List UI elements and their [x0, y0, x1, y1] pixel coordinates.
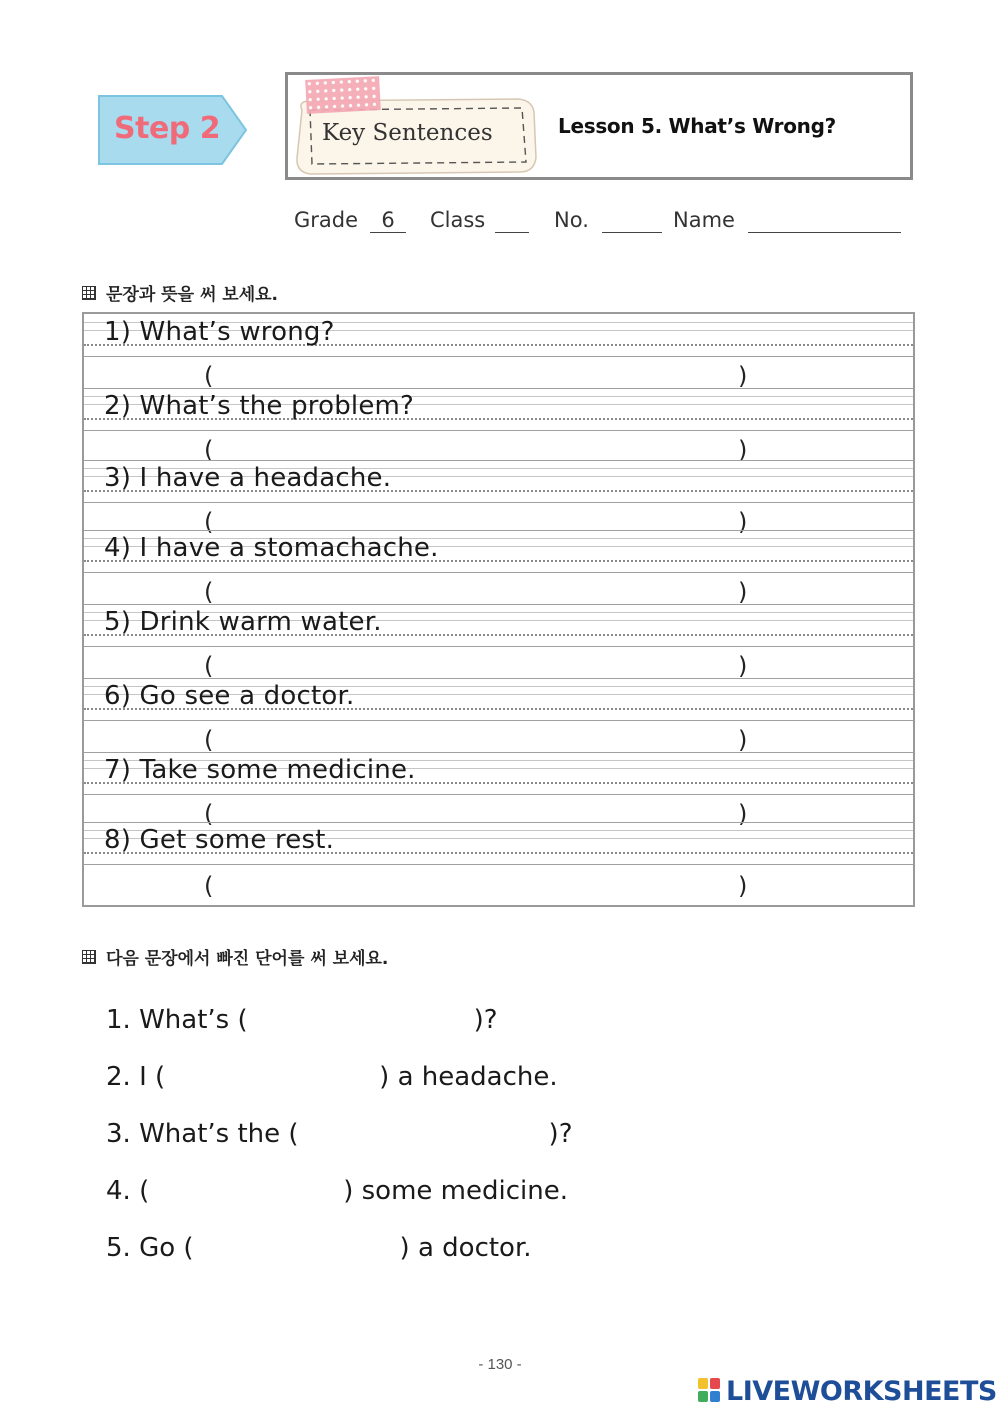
- open-paren: (: [204, 652, 214, 680]
- blank-before: 4. (: [106, 1176, 150, 1206]
- guide-line: [84, 864, 913, 865]
- grade-value[interactable]: 6: [370, 208, 406, 233]
- blank-before: 2. I (: [106, 1062, 166, 1092]
- blank-before: 3. What’s the (: [106, 1119, 299, 1149]
- guide-line: [84, 604, 913, 605]
- guide-line: [84, 678, 913, 679]
- close-paren: ): [738, 508, 748, 536]
- blank-before: 5. Go (: [106, 1233, 194, 1263]
- guide-line: [84, 460, 913, 461]
- meaning-answer-field[interactable]: [224, 506, 734, 526]
- guide-line: [84, 388, 913, 389]
- close-paren: ): [738, 652, 748, 680]
- meaning-answer-field[interactable]: [224, 650, 734, 674]
- blank-item-2: [106, 1062, 558, 1092]
- guide-line: [84, 530, 913, 531]
- close-paren: ): [738, 578, 748, 606]
- guide-line: [84, 646, 913, 647]
- close-paren: ): [738, 362, 748, 390]
- name-label: Name: [673, 208, 735, 232]
- guide-line: [84, 572, 913, 573]
- key-sentence: 4) I have a stomachache.: [104, 533, 439, 563]
- writing-table: [82, 312, 915, 907]
- meaning-answer-field[interactable]: [224, 798, 734, 818]
- meaning-answer-field[interactable]: [224, 360, 734, 384]
- open-paren: (: [204, 362, 214, 390]
- class-label: Class: [430, 208, 486, 232]
- lesson-title: Lesson 5. What’s Wrong?: [558, 114, 836, 138]
- open-paren: (: [204, 436, 214, 464]
- logo-blocks-icon: [698, 1378, 722, 1404]
- open-paren: (: [204, 872, 214, 900]
- meaning-answer-field[interactable]: [224, 576, 734, 600]
- meaning-answer-field[interactable]: [224, 724, 734, 748]
- class-field[interactable]: [495, 208, 529, 233]
- blank-after: ) some medicine.: [343, 1176, 568, 1206]
- guide-line: [84, 356, 913, 357]
- liveworksheets-logo[interactable]: [698, 1375, 997, 1407]
- section1-title-text: 문장과 뜻을 써 보세요.: [106, 285, 279, 305]
- guide-line: [84, 430, 913, 431]
- close-paren: ): [738, 436, 748, 464]
- logo-text: LIVEWORKSHEETS: [726, 1375, 997, 1407]
- guide-line: [84, 752, 913, 753]
- grade-label: Grade: [294, 208, 359, 232]
- open-paren: (: [204, 726, 214, 754]
- step-badge: [98, 95, 248, 165]
- page-number: - 130 -: [478, 1356, 522, 1373]
- meaning-answer-field[interactable]: [224, 434, 734, 456]
- blank-after: ) a headache.: [379, 1062, 558, 1092]
- section2-title-text: 다음 문장에서 빠진 단어를 써 보세요.: [106, 949, 389, 969]
- blank-item-3: [106, 1119, 573, 1149]
- blank-after: ) a doctor.: [399, 1233, 532, 1263]
- key-sentence: 2) What’s the problem?: [104, 391, 415, 421]
- blank-before: 1. What’s (: [106, 1005, 248, 1035]
- section1-title: [82, 280, 278, 305]
- key-sentence: 8) Get some rest.: [104, 825, 335, 855]
- guide-line: [84, 794, 913, 795]
- blank-item-4: [106, 1176, 568, 1206]
- grid-bullet-icon: [82, 286, 96, 300]
- open-paren: (: [204, 800, 214, 828]
- blank-after: )?: [548, 1119, 573, 1149]
- no-field[interactable]: [602, 208, 662, 233]
- guide-line: [84, 822, 913, 823]
- close-paren: ): [738, 800, 748, 828]
- name-field[interactable]: [748, 208, 901, 233]
- guide-line: [84, 720, 913, 721]
- card-label: Key Sentences: [322, 120, 493, 146]
- key-sentence: 1) What’s wrong?: [104, 317, 335, 347]
- close-paren: ): [738, 726, 748, 754]
- key-sentence: 6) Go see a doctor.: [104, 681, 355, 711]
- close-paren: ): [738, 872, 748, 900]
- key-sentence: 3) I have a headache.: [104, 463, 392, 493]
- blank-item-5: [106, 1233, 532, 1263]
- blank-item-1: [106, 1005, 498, 1035]
- key-sentence: 5) Drink warm water.: [104, 607, 382, 637]
- step-label: Step 2: [114, 111, 221, 146]
- key-sentence: 7) Take some medicine.: [104, 755, 416, 785]
- tape-decoration: [305, 76, 381, 114]
- grid-bullet-icon: [82, 950, 96, 964]
- no-label: No.: [554, 208, 589, 232]
- section2-title: [82, 944, 388, 969]
- open-paren: (: [204, 578, 214, 606]
- guide-line: [84, 502, 913, 503]
- blank-after: )?: [473, 1005, 498, 1035]
- open-paren: (: [204, 508, 214, 536]
- meaning-answer-field[interactable]: [224, 868, 734, 900]
